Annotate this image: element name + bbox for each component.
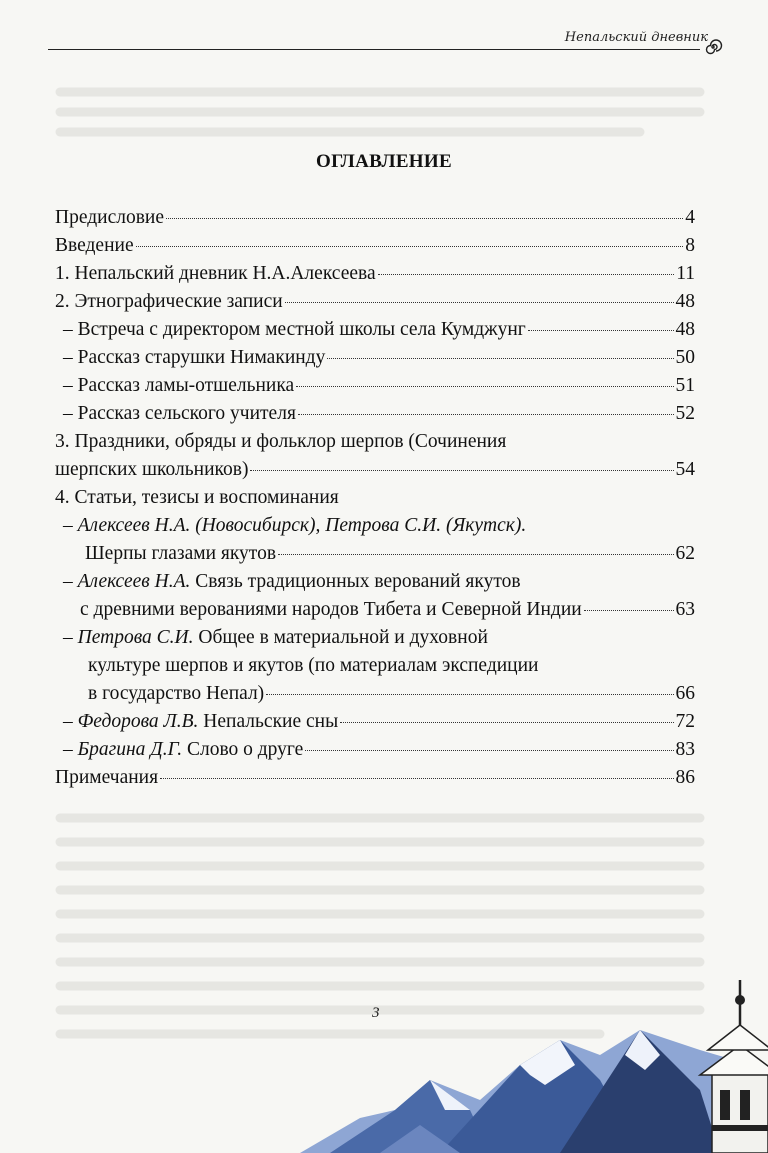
page-title: ОГЛАВЛЕНИЕ <box>316 151 452 172</box>
toc-subentry: Шерпы глазами якутов 62 <box>85 543 695 564</box>
toc-entry: 2. Этнографические записи 48 <box>55 291 695 312</box>
toc-subentry: – Брагина Д.Г. Слово о друге 83 <box>63 739 695 760</box>
toc-subentry: – Рассказ старушки Нимакинду 50 <box>63 347 695 368</box>
mountains-illustration <box>0 960 768 1153</box>
toc-entry-line: – Алексеев Н.А. (Новосибирск), Петрова С.И. (Якутск). <box>63 515 527 536</box>
spiral-ornament-icon <box>703 37 723 57</box>
page-number: 3 <box>372 1005 380 1021</box>
toc-author: – Петрова С.И. <box>63 627 194 648</box>
toc-entry: Предисловие 4 <box>55 207 695 228</box>
toc-entry: шерпских школьников) 54 <box>55 459 695 480</box>
toc-author: – Алексеев Н.А. <box>63 571 191 592</box>
toc-subentry: с древними верованиями народов Тибета и Северной Индии 63 <box>80 599 695 620</box>
toc-subentry: – Рассказ сельского учителя 52 <box>63 403 695 424</box>
toc-entry-line: культуре шерпов и якутов (по материалам экспедиции <box>88 655 539 676</box>
toc-entry-line: – Алексеев Н.А. Связь традиционных верований якутов <box>63 571 521 592</box>
toc-section-heading: 4. Статьи, тезисы и воспоминания <box>55 487 339 508</box>
toc-subentry: – Встреча с директором местной школы села Кумджунг 48 <box>63 319 695 340</box>
toc-subentry: – Федорова Л.В. Непальские сны 72 <box>63 711 695 732</box>
toc-entry: 1. Непальский дневник Н.А.Алексеева 11 <box>55 263 695 284</box>
toc-author: – Брагина Д.Г. <box>63 739 183 760</box>
toc-subentry: – Рассказ ламы-отшельника 51 <box>63 375 695 396</box>
toc-entry-line: 3. Праздники, обряды и фольклор шерпов (Сочинения <box>55 431 507 452</box>
table-of-contents <box>55 204 695 792</box>
header-rule <box>48 49 700 50</box>
toc-author: – Федорова Л.В. <box>63 711 199 732</box>
running-head: Непальский дневник <box>564 30 708 45</box>
toc-subentry: в государство Непал) 66 <box>88 683 695 704</box>
toc-entry-line: – Петрова С.И. Общее в материальной и духовной <box>63 627 488 648</box>
toc-entry: Примечания 86 <box>55 767 695 788</box>
toc-entry: Введение 8 <box>55 235 695 256</box>
